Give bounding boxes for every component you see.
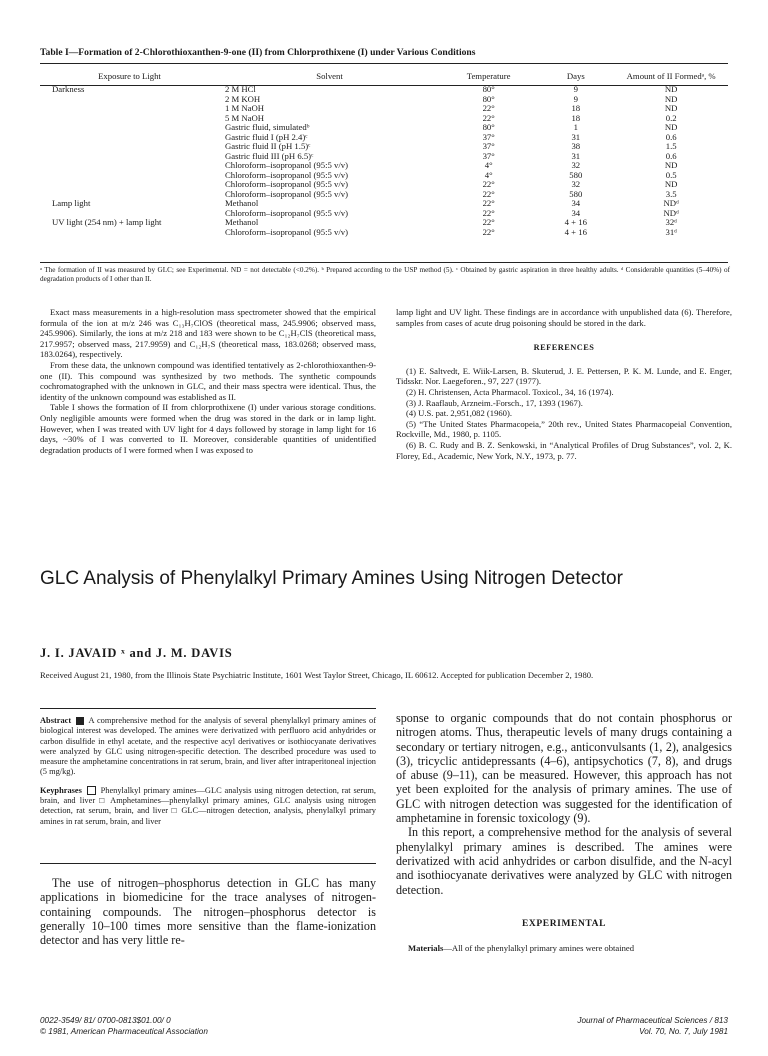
keyphrases-label: Keyphrases — [40, 785, 82, 795]
keyphrases-text: Phenylalkyl primary amines—GLC analysis using nitrogen detection, rat serum, brain, and liver □ Amphetamines—phenylalkyl primary amines, GLC analysis using nitrogen detection, rat serum, brain, and liver □ GLC—nitrogen detection, analysis, phenylalkyl primary amines in rat serum, brain, and liver — [40, 785, 377, 826]
paragraph: From these data, the unknown compound was identified tentatively as 2-chlorothioxanthen-9-one (II). This compound was synthesized by two methods. The synthetic compounds cochromatographed with the unknown in GLC, and their mass spectra were identical. Thus, the identity of the unknown compound was established as II. — [40, 359, 376, 402]
table-row — [40, 133, 728, 143]
table-row — [40, 199, 728, 209]
table-cell: 2 M KOH — [224, 93, 261, 104]
table-cell: Methanol — [224, 217, 259, 227]
table-cell: ND — [664, 160, 678, 170]
table-cell: 32 — [571, 179, 581, 189]
article-title: GLC Analysis of Phenylalkyl Primary Amines Using Nitrogen Detector — [40, 568, 623, 589]
data-table — [40, 71, 728, 237]
paragraph: The use of nitrogen–phosphorus detection in GLC has many applications in biomedicine for the trace analyses of nitrogen-containing compounds. The nitrogen–phosphorus detector is generally 10–100 times more sensitive than the flame-ionization detector and has very little re- — [40, 876, 376, 948]
journal-line: Journal of Pharmaceutical Sciences / 813 — [577, 1016, 728, 1025]
table-cell: 18 — [571, 112, 581, 123]
table-cell: 80° — [482, 93, 495, 104]
table-row — [40, 228, 728, 238]
paragraph: Table I shows the formation of II from chlorprothixene (I) under various storage conditions. Only negligible amounts were formed when the drug was stored in the dark or in lamp light. However, when I was treated with UV light for 4 days followed by storage in lamp light for 16 days, ~30% of I was converted to II. Moreover, considerable quantities of unidentified degradation products of I were formed when I was exposed to — [40, 402, 376, 455]
table-row — [40, 161, 728, 171]
table-cell: ND — [664, 122, 678, 132]
table-cell: 1 M NaOH — [224, 103, 265, 113]
table-row — [40, 95, 728, 105]
table-row — [40, 180, 728, 190]
table-row — [40, 142, 728, 152]
table-cell: 22° — [482, 207, 495, 218]
table-cell: Chloroform–isopropanol (95:5 v/v) — [224, 160, 349, 170]
table-cell: Lamp light — [52, 198, 91, 208]
upper-left-column — [40, 307, 376, 455]
table-cell: 22° — [482, 217, 495, 227]
abstract-text: A comprehensive method for the analysis of several phenylalkyl primary amines of biological interest was developed. The amines were derivatized with perfluoro acid anhydrides or carbon disulfide in ethyl acetate, and the respective acyl derivatives or isothiocyanate derivatives were analyzed by GLC using nitrogen-specific detection. The described procedure was used to measure the amphetamine concentrations in rat serum, brain, and liver after intraperitoneal injection (5 mg/kg). — [40, 716, 376, 777]
table-cell: Chloroform–isopropanol (95:5 v/v) — [224, 188, 349, 199]
upper-right-column — [396, 307, 732, 461]
table-cell — [40, 123, 219, 133]
table-cell: UV light (254 nm) + lamp light — [52, 217, 162, 227]
table-cell: NDᵈ — [663, 198, 679, 208]
reference-item: (2) H. Christensen, Acta Pharmacol. Toxicol., 34, 16 (1974). — [406, 386, 614, 397]
table-cell: 1.5 — [665, 141, 677, 151]
table-cell: Chloroform–isopropanol (95:5 v/v) — [224, 179, 349, 189]
table-cell: Darkness — [52, 84, 85, 94]
table-cell: 37° — [482, 131, 495, 142]
table-bottom-rule — [40, 262, 728, 263]
table-cell: 38 — [571, 141, 581, 151]
table-cell: 4 + 16 — [564, 217, 587, 227]
table-cell — [40, 152, 219, 162]
received-line: Received August 21, 1980, from the Illinois State Psychiatric Institute, 1601 West Taylor Street, Chicago, IL 60612. Accepted for publication December 2, 1980. — [40, 670, 594, 680]
table-cell: Gastric fluid II (pH 1.5)ᶜ — [224, 141, 311, 151]
table-cell: 4° — [484, 160, 493, 170]
table-cell: 0.6 — [665, 131, 677, 142]
table-cell: 3.5 — [665, 188, 677, 199]
table-cell: NDᵈ — [663, 207, 679, 218]
table-cell: 580 — [569, 169, 583, 180]
keyphrases-paragraph — [40, 786, 376, 827]
reference-item: (4) U.S. pat. 2,951,082 (1960). — [406, 408, 512, 419]
table-cell: 5 M NaOH — [224, 112, 265, 123]
materials-paragraph — [396, 943, 732, 954]
table-cell: ND — [664, 103, 678, 113]
column-header: Solvent — [316, 71, 343, 82]
table-cell: 80° — [482, 122, 495, 132]
square-bullet-icon — [87, 786, 96, 795]
table-cell: 22° — [482, 198, 495, 208]
materials-label: Materials — [408, 943, 444, 954]
column-header: Exposure to Light — [98, 71, 161, 82]
table-cell: 1 — [573, 122, 578, 132]
table-cell — [40, 142, 219, 152]
table-cell: ND — [664, 93, 678, 104]
table-row — [40, 152, 728, 162]
square-bullet-icon — [76, 717, 84, 725]
abstract-bottom-rule — [40, 863, 376, 864]
table-cell: 22° — [482, 112, 495, 123]
table-cell — [40, 161, 219, 171]
table-cell: 37° — [482, 141, 495, 151]
column-header: Temperature — [466, 71, 511, 82]
table-header-row — [40, 71, 728, 85]
table-cell: 34 — [571, 207, 581, 218]
table-cell: ND — [664, 84, 678, 94]
table-cell: 22° — [482, 103, 495, 113]
reference-item: (1) E. Saltvedt, E. Wiik-Larsen, B. Skuterud, J. E. Pettersen, P. K. M. Lunde, and E. Enger, Tidsskr. Nor. Laegeforen., 97, 227 (1977). — [396, 365, 732, 387]
table-cell: Methanol — [224, 198, 259, 208]
abstract-label: Abstract — [40, 716, 72, 725]
table-cell: Gastric fluid I (pH 2.4)ᶜ — [224, 131, 308, 142]
table-cell: 2 M HCl — [224, 84, 256, 94]
table-cell: Chloroform–isopropanol (95:5 v/v) — [224, 169, 349, 180]
materials-text: —All of the phenylalkyl primary amines were obtained — [443, 943, 635, 954]
table-cell: Gastric fluid III (pH 6.5)ᶜ — [224, 150, 314, 161]
table-cell: 31ᵈ — [665, 226, 677, 237]
paragraph: In this report, a comprehensive method for the analysis of several phenylalkyl primary amines is described. The amines were derivatized with acid anhydrides or carbon disulfide, and the N-acyl and isothiocyanate derivatives were analyzed by GLC with nitrogen detection. — [396, 825, 732, 897]
table-cell: 31 — [571, 150, 581, 161]
footer-left — [40, 1016, 208, 1037]
table-footnote: ᵃ The formation of II was measured by GLC; see Experimental. ND = not detectable (<0.2%). ᵇ Prepared according to the USP method (5). ᶜ Obtained by gastric aspiration in three healthy adults. ᵈ Considerable quantities (5–40%) of degradation products of I other than II. — [40, 266, 730, 283]
article-authors: J. I. JAVAID ˣ and J. M. DAVIS — [40, 646, 233, 660]
table-cell: 9 — [573, 93, 578, 104]
table-title: Table I—Formation of 2-Chlorothioxanthen-9-one (II) from Chlorprothixene (I) under Various Conditions — [40, 47, 476, 58]
abstract-block — [40, 716, 376, 827]
table-header-rule — [40, 85, 728, 86]
paragraph: sponse to organic compounds that do not contain phosphorus or nitrogen atoms. Thus, therapeutic levels of many drugs containing a secondary or tertiary nitrogen, e.g., anticonvulsants (1, 2), analgesics (3), tricyclic antidepressants (4–6), antipsychotics (7, 8), and drugs of abuse (9–11), can be measured. However, this approach has not yet been exploited for the analysis of primary amines. The use of GLC with nitrogen detection was suggested for the identification of amphetamine in forensic toxicology (9). — [396, 711, 732, 826]
table-cell: 80° — [482, 84, 495, 94]
experimental-heading: EXPERIMENTAL — [521, 918, 607, 929]
table-cell: 4 + 16 — [564, 226, 587, 237]
table-cell: 22° — [482, 226, 495, 237]
column-header: Amount of II Formedᵃ, % — [626, 71, 716, 82]
table-cell: 9 — [573, 84, 578, 94]
intro-left-column — [40, 876, 376, 947]
reference-item: (3) J. Raaflaub, Arzneim.-Forsch., 17, 1393 (1967). — [406, 397, 583, 408]
paragraph: lamp light and UV light. These findings are in accordance with unpublished data (6). Therefore, samples from cases of acute drug poisoning should be stored in the dark. — [396, 307, 732, 328]
reference-item: (5) “The United States Pharmacopeia,” 20th rev., United States Pharmacopeial Convention, Rockville, Md., 1980, p. 1105. — [396, 418, 732, 440]
table-row — [40, 85, 728, 95]
table-row — [40, 114, 728, 124]
table-cell: Chloroform–isopropanol (95:5 v/v) — [224, 226, 349, 237]
table-row — [40, 218, 728, 228]
table-cell: 32ᵈ — [665, 217, 677, 227]
table-cell — [40, 133, 219, 143]
table-cell: 4° — [484, 169, 493, 180]
table-cell — [40, 104, 219, 114]
volume-line: Vol. 70, No. 7, July 1981 — [639, 1026, 728, 1036]
table-cell: ND — [664, 179, 678, 189]
table-row — [40, 190, 728, 200]
abstract-paragraph — [40, 716, 376, 778]
table-cell: 580 — [569, 188, 583, 199]
table-row — [40, 104, 728, 114]
table-cell: 0.6 — [665, 150, 677, 161]
table-cell: 34 — [571, 198, 581, 208]
paragraph: Exact mass measurements in a high-resolution mass spectrometer showed that the empirical formula of the ion at m/z 246 was C₁₃H₇ClOS (theoretical mass, 245.9906; observed mass, 245.9906). Similarly, the ions at m/z 218 and 183 were shown to be C₁₂H₇ClS (theoretical mass, 217.9957; observed mass, 217.9959) and C₁₂H₇S (theoretical mass, 183.0268; observed mass, 183.0264), respectively. — [40, 307, 376, 360]
table-cell — [40, 171, 219, 181]
table-row — [40, 171, 728, 181]
table-cell — [40, 114, 219, 124]
table-cell: 22° — [482, 188, 495, 199]
table-top-rule — [40, 63, 728, 64]
table-cell: 18 — [571, 103, 581, 113]
column-header: Days — [566, 71, 585, 82]
table-cell: 0.5 — [665, 169, 677, 180]
table-cell: 32 — [571, 160, 581, 170]
table-cell — [40, 180, 219, 190]
abstract-top-rule — [40, 708, 376, 709]
issn-line: 0022-3549/ 81/ 0700-0813$01.00/ 0 — [40, 1016, 171, 1025]
references-heading: REFERENCES — [533, 343, 595, 353]
table-cell — [40, 228, 219, 238]
table-cell: 31 — [571, 131, 581, 142]
table-cell: 0.2 — [665, 112, 677, 123]
table-row — [40, 123, 728, 133]
table-cell: Gastric fluid, simulatedᵇ — [224, 122, 310, 132]
copyright-line: © 1981, American Pharmaceutical Association — [40, 1026, 208, 1036]
footer-right — [577, 1016, 728, 1037]
intro-right-column — [396, 711, 732, 954]
table-cell — [40, 95, 219, 105]
table-cell: Chloroform–isopropanol (95:5 v/v) — [224, 207, 349, 218]
table-cell: 22° — [482, 179, 495, 189]
table-cell: 37° — [482, 150, 495, 161]
reference-item: (6) B. C. Rudy and B. Z. Senkowski, in “Analytical Profiles of Drug Substances”, vol. 2, K. Florey, Ed., Academic, New York, N.Y., 1973, p. 77. — [396, 439, 732, 461]
